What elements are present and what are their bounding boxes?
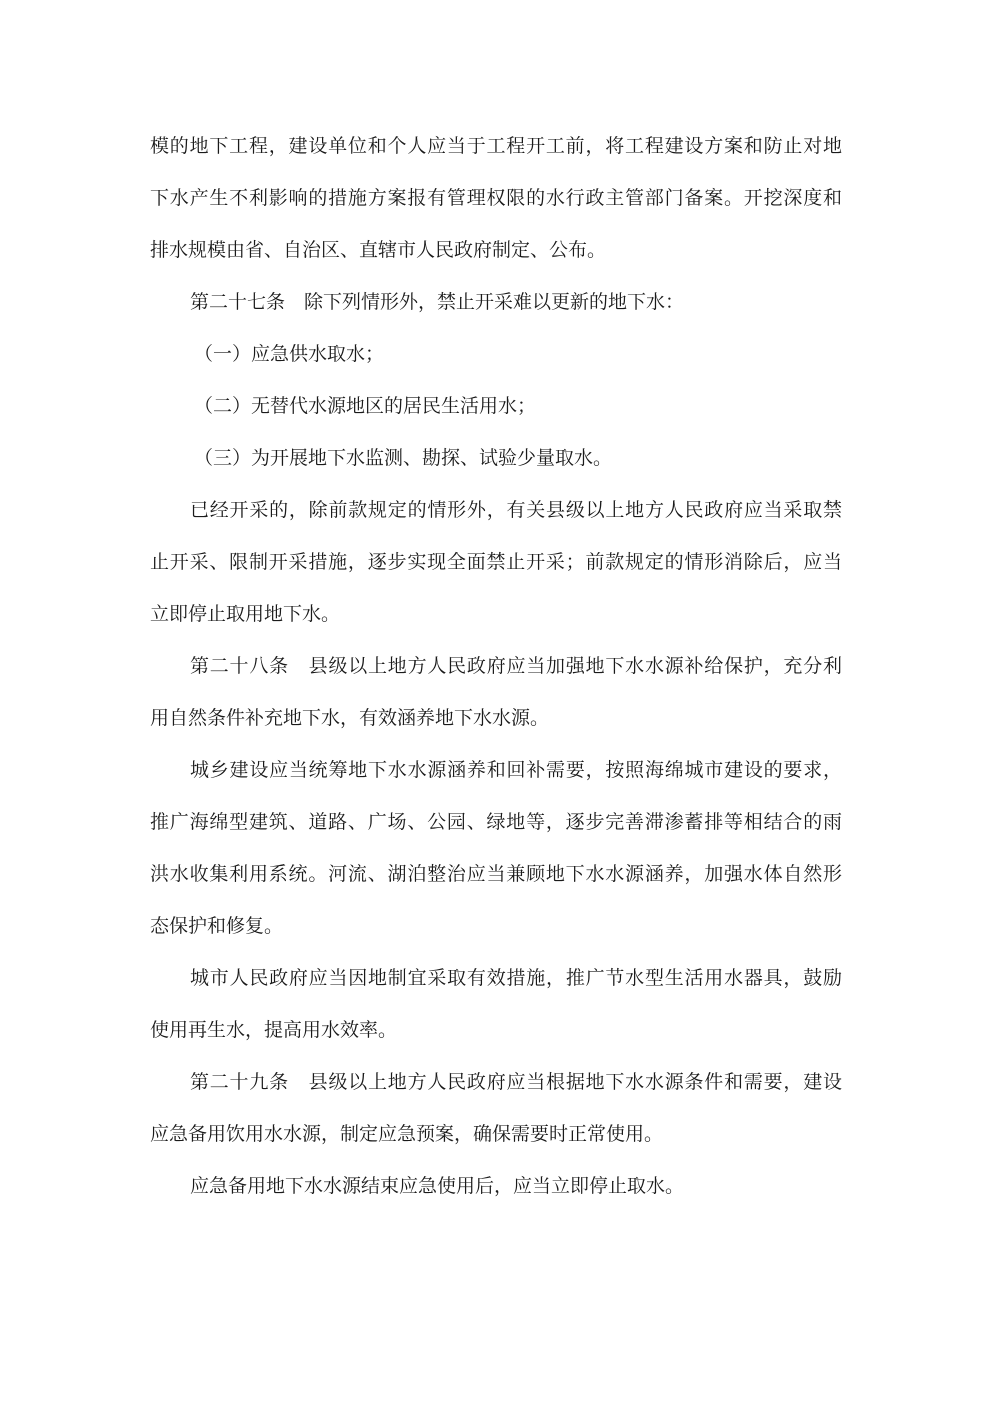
text-line: 使用再生水，提高用水效率。 <box>150 1019 398 1041</box>
text-line: 用自然条件补充地下水，有效涵养地下水水源。 <box>150 707 550 729</box>
text-line: 应急备用地下水水源结束应急使用后，应当立即停止取水。 <box>190 1175 685 1197</box>
list-item: （二）无替代水源地区的居民生活用水； <box>194 395 537 417</box>
text-line: 排水规模由省、自治区、直辖市人民政府制定、公布。 <box>150 239 607 261</box>
article-27-heading-line: 第二十七条 除下列情形外，禁止开采难以更新的地下水： <box>190 291 685 313</box>
text-line: 立即停止取用地下水。 <box>150 603 341 625</box>
text-line: 模的地下工程，建设单位和个人应当于工程开工前，将工程建设方案和防止对地 <box>150 135 842 157</box>
article-28-heading-line: 第二十八条 县级以上地方人民政府应当加强地下水水源补给保护，充分利 <box>190 655 842 677</box>
text-line: 洪水收集利用系统。河流、湖泊整治应当兼顾地下水水源涵养，加强水体自然形 <box>150 863 842 885</box>
text-line: 应急备用饮用水水源，制定应急预案，确保需要时正常使用。 <box>150 1123 664 1145</box>
text-line: 城市人民政府应当因地制宜采取有效措施，推广节水型生活用水器具，鼓励 <box>190 967 842 989</box>
text-line: 下水产生不利影响的措施方案报有管理权限的水行政主管部门备案。开挖深度和 <box>150 187 842 209</box>
list-item: （一）应急供水取水； <box>194 343 385 365</box>
list-item: （三）为开展地下水监测、勘探、试验少量取水。 <box>194 447 613 469</box>
text-line: 城乡建设应当统筹地下水水源涵养和回补需要，按照海绵城市建设的要求， <box>190 759 842 781</box>
article-29-heading-line: 第二十九条 县级以上地方人民政府应当根据地下水水源条件和需要，建设 <box>190 1071 842 1093</box>
text-line: 推广海绵型建筑、道路、广场、公园、绿地等，逐步完善滞渗蓄排等相结合的雨 <box>150 811 842 833</box>
text-line: 止开采、限制开采措施，逐步实现全面禁止开采；前款规定的情形消除后，应当 <box>150 551 842 573</box>
text-line: 已经开采的，除前款规定的情形外，有关县级以上地方人民政府应当采取禁 <box>190 499 842 521</box>
text-line: 态保护和修复。 <box>150 915 284 937</box>
